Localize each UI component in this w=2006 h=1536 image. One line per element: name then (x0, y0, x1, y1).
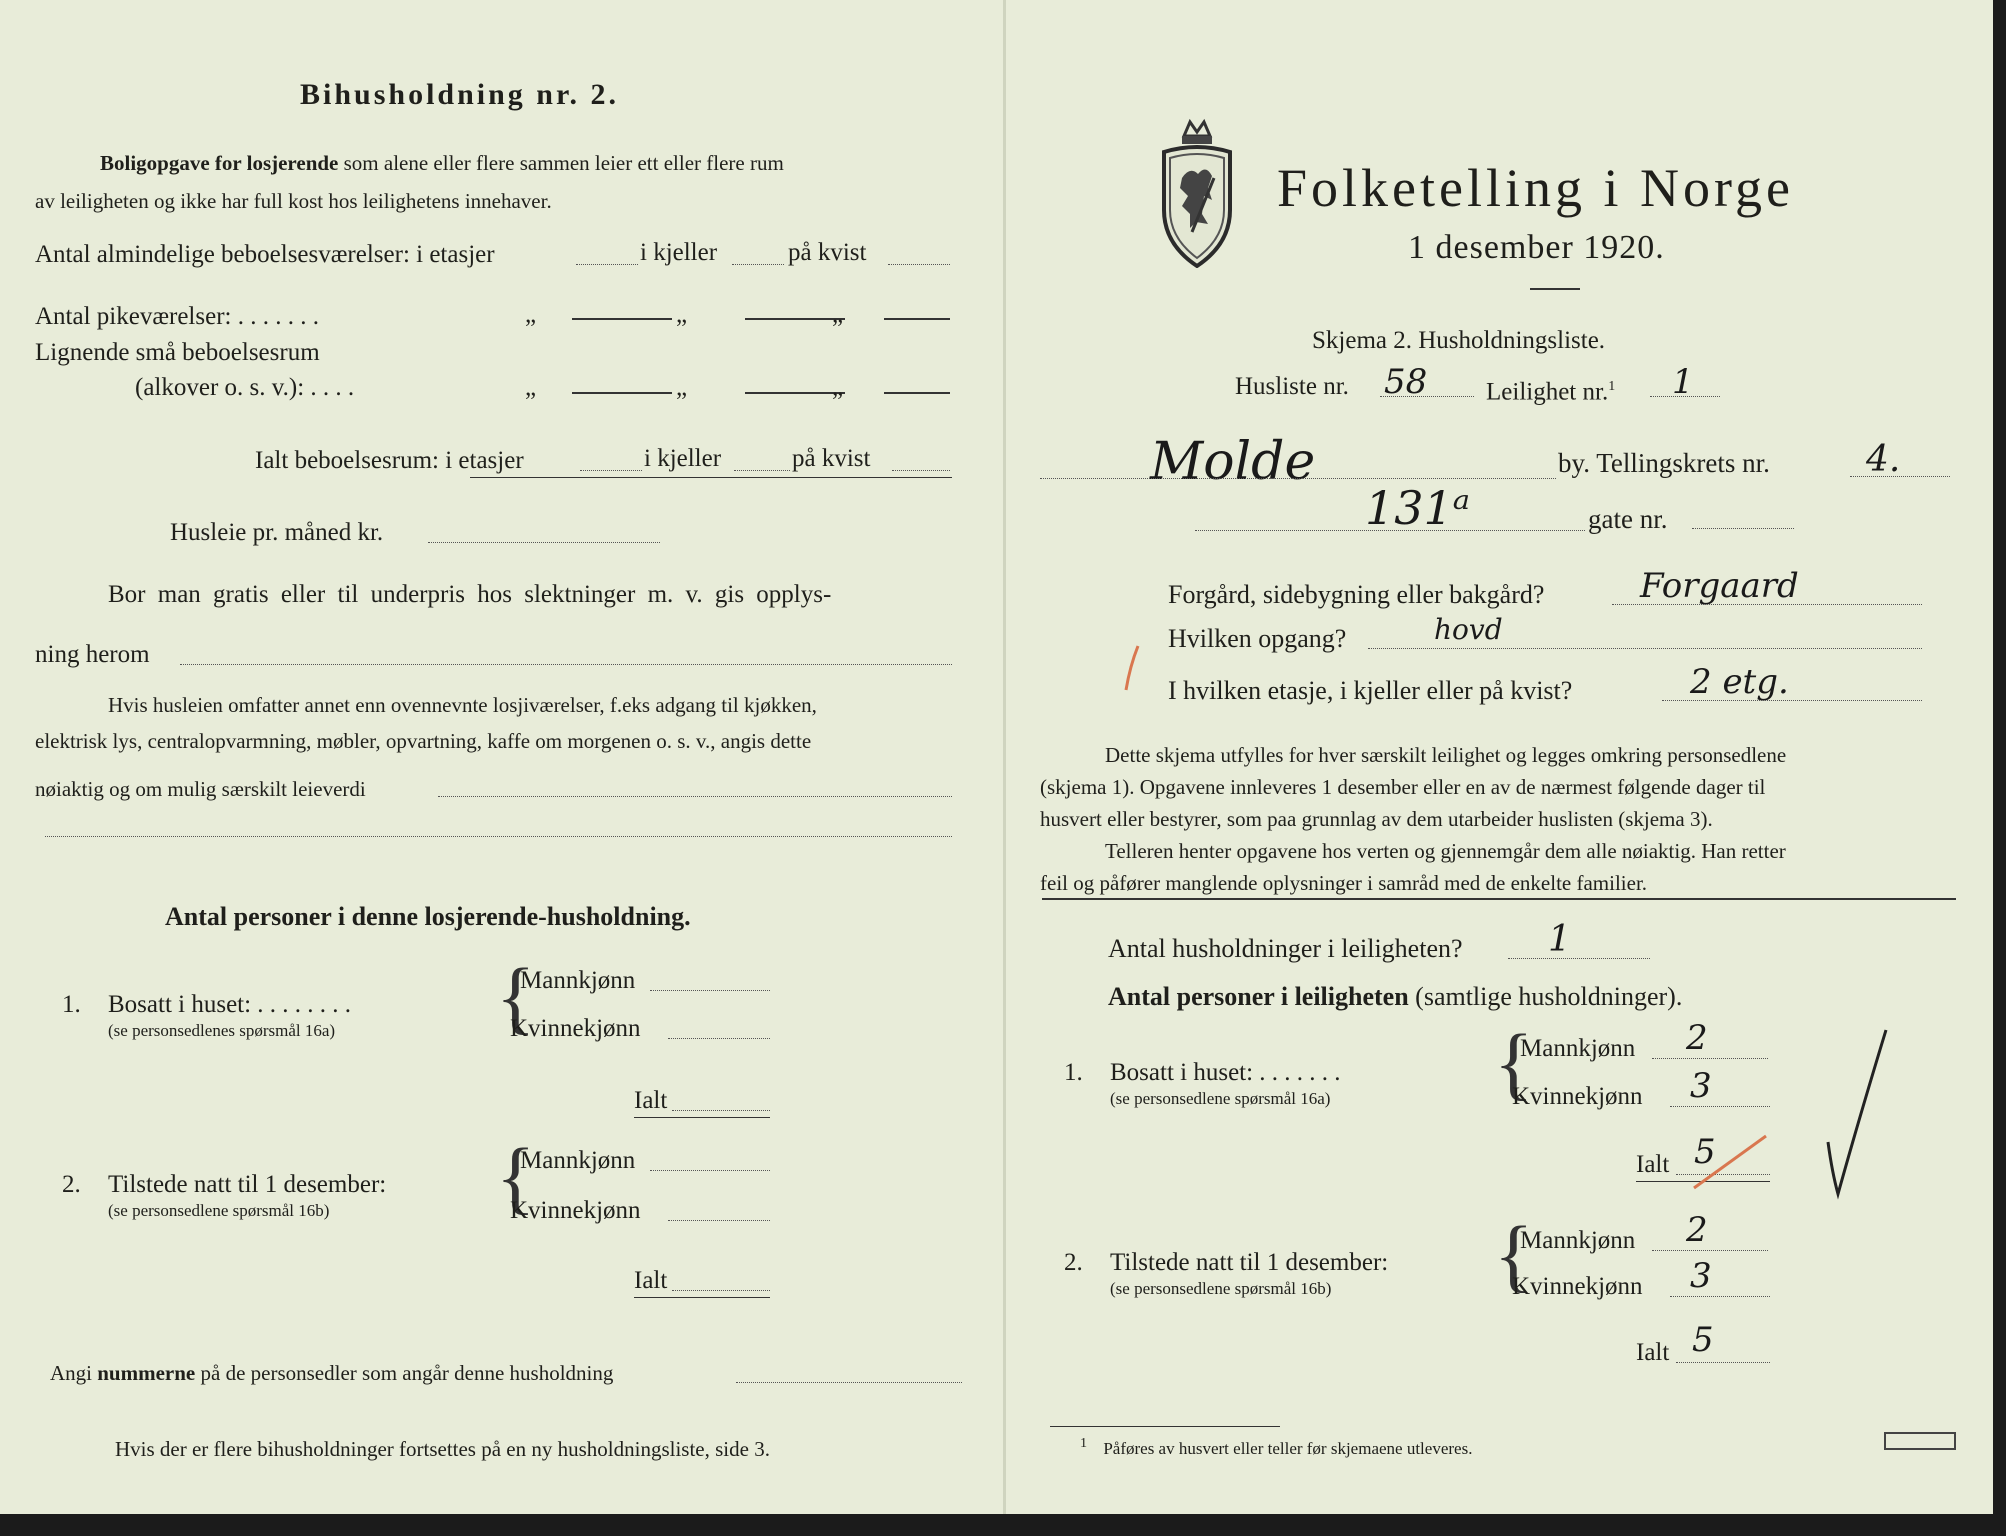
krets-value: 4. (1866, 439, 1901, 480)
leieverdi-field-2[interactable] (45, 836, 952, 837)
right-q2-kvinne-label: Kvinnekjønn (1512, 1273, 1643, 1300)
pike-ditto-2: „ (676, 301, 688, 328)
gratis-field[interactable] (180, 664, 952, 665)
angi-rest: på de personsedler som angår denne husholdning (195, 1361, 614, 1385)
gratis-line-1: Bor man gratis eller til underpris hos slektninger m. v. gis opplys- (108, 581, 832, 608)
scan-edge-right (1993, 0, 2006, 1536)
rooms-kjeller-label: i kjeller (640, 239, 718, 266)
info-line-3: husvert eller bestyrer, som paa grunnlag av dem utarbeider huslisten (skjema 3). (1040, 807, 1713, 831)
intro-rest: som alene eller flere sammen leier ett eller flere rum (343, 151, 784, 175)
husliste-label: Husliste nr. (1235, 373, 1349, 400)
left-q1-mann-label: Mannkjønn (520, 967, 636, 994)
angi-line (50, 1360, 613, 1386)
husliste-field[interactable] (1380, 396, 1474, 397)
ialt-underline (470, 477, 952, 478)
angi-prefix: Angi (50, 1361, 98, 1385)
right-q2-kvinne-value: 3 (1690, 1256, 1712, 1296)
right-q2-kvinne-field[interactable] (1670, 1296, 1770, 1297)
rooms-kvist-label: på kvist (788, 239, 867, 266)
left-q2-ialt-underline (634, 1297, 770, 1298)
left-q1-ialt-label: Ialt (634, 1087, 668, 1114)
right-q2-mann-field[interactable] (1652, 1250, 1768, 1251)
hush-field[interactable] (1508, 958, 1650, 959)
ialt-kjeller-label: i kjeller (644, 445, 722, 472)
forgaard-value: Forgaard (1640, 566, 1799, 606)
left-q1-sub: (se personsedlenes spørsmål 16a) (108, 1021, 336, 1040)
left-q2-num: 2. (62, 1171, 81, 1198)
lign-ditto-3: „ (832, 374, 844, 401)
husleien-line-1: Hvis husleien omfatter annet enn ovennevnte losjiværelser, f.eks adgang til kjøkken, (108, 693, 817, 717)
opgang-field[interactable] (1368, 648, 1922, 649)
info-line-2: (skjema 1). Opgavene innleveres 1 desember eller en av de nærmest følgende dager til (1040, 775, 1766, 799)
right-title: Folketelling i Norge (1277, 158, 1794, 218)
ialt-kjeller-field[interactable] (734, 470, 790, 471)
right-q1-mann-field[interactable] (1652, 1058, 1768, 1059)
lign-ditto-2: „ (676, 374, 688, 401)
leilighet-value: 1 (1672, 362, 1694, 402)
lignende-label-2: (alkover o. s. v.): . . . . (135, 374, 355, 401)
left-q2-kvinne-label: Kvinnekjønn (510, 1197, 641, 1224)
pike-etasjer-field[interactable] (572, 318, 672, 320)
rooms-kjeller-field[interactable] (732, 264, 784, 265)
date-rule (1530, 288, 1580, 290)
left-q1-label: Bosatt i huset: . . . . . . . . (108, 991, 352, 1018)
opgang-label: Hvilken opgang? (1168, 624, 1347, 653)
left-q1-ialt-underline (634, 1117, 770, 1118)
left-q1-mann-field[interactable] (650, 990, 770, 991)
right-persons-bold: Antal personer i leiligheten (1108, 982, 1409, 1011)
ialt-kvist-field[interactable] (892, 470, 950, 471)
pike-ditto-3: „ (832, 301, 844, 328)
right-q1-ialt-value: 5 (1694, 1132, 1716, 1172)
right-q2-mann-value: 2 (1686, 1210, 1708, 1250)
right-q2-sub: (se personsedlene spørsmål 16b) (1110, 1279, 1332, 1298)
left-q1-brace: { (496, 951, 536, 1042)
rooms-etasjer-field[interactable] (576, 264, 638, 265)
right-q1-brace: { (1494, 1017, 1534, 1108)
footnote-text: Påføres av husvert eller teller før skjemaene utleveres. (1103, 1438, 1473, 1458)
left-persons-heading: Antal personer i denne losjerende-husholdning. (165, 902, 691, 931)
right-q1-label: Bosatt i huset: . . . . . . . (1110, 1059, 1341, 1086)
left-q2-label: Tilstede natt til 1 desember: (108, 1171, 387, 1198)
angi-bold: nummerne (97, 1361, 196, 1385)
right-q1-kvinne-label: Kvinnekjønn (1512, 1083, 1643, 1110)
left-q2-ialt-label: Ialt (634, 1267, 668, 1294)
intro-line-1 (100, 150, 784, 176)
red-pencil-mark-icon (1120, 642, 1144, 694)
pike-label: Antal pikeværelser: . . . . . . . (35, 303, 319, 330)
left-q2-mann-field[interactable] (650, 1170, 770, 1171)
right-q1-mann-label: Mannkjønn (1520, 1035, 1636, 1062)
right-date: 1 desember 1920. (1408, 229, 1665, 266)
right-persons-heading (1108, 982, 1682, 1012)
right-q2-num: 2. (1064, 1249, 1083, 1276)
gate-name-field[interactable] (1195, 530, 1585, 531)
left-q1-kvinne-field[interactable] (668, 1038, 770, 1039)
hush-value: 1 (1548, 919, 1571, 960)
right-q2-ialt-field[interactable] (1676, 1362, 1770, 1363)
left-q1-ialt-field[interactable] (672, 1110, 770, 1111)
gratis-line-2: ning herom (35, 641, 150, 668)
husleie-label: Husleie pr. måned kr. (170, 519, 384, 546)
left-q2-kvinne-field[interactable] (668, 1220, 770, 1221)
left-q1-num: 1. (62, 991, 81, 1018)
leilighet-label (1486, 372, 1615, 407)
leilighet-footnote-mark: 1 (1608, 379, 1616, 394)
lign-etasjer-field[interactable] (572, 392, 672, 394)
by-krets-label: by. Tellingskrets nr. (1558, 448, 1770, 478)
info-line-5: feil og påfører manglende oplysninger i samråd med de enkelte familier. (1040, 871, 1648, 895)
gate-value: 131ᵃ (1365, 481, 1471, 535)
etasje-field[interactable] (1662, 700, 1922, 701)
pike-kjeller-field[interactable] (745, 318, 845, 320)
leilighet-text: Leilighet nr. (1486, 378, 1609, 406)
right-q1-mann-value: 2 (1686, 1018, 1708, 1058)
leieverdi-field[interactable] (438, 796, 952, 797)
left-q2-brace: { (496, 1131, 536, 1222)
forgaard-label: Forgård, sidebygning eller bakgård? (1168, 580, 1545, 609)
left-footer: Hvis der er flere bihusholdninger fortsettes på en ny husholdningsliste, side 3. (115, 1437, 770, 1461)
gate-nr-field[interactable] (1692, 528, 1794, 529)
husleien-line-2: elektrisk lys, centralopvarmning, møbler, opvartning, kaffe om morgenen o. s. v., angis dette (35, 729, 812, 753)
scan-edge-bottom (0, 1514, 2006, 1536)
left-title: Bihusholdning nr. 2. (300, 78, 620, 111)
ialt-etasjer-field[interactable] (580, 470, 642, 471)
footnote-mark: 1 (1080, 1435, 1088, 1451)
hush-label: Antal husholdninger i leiligheten? (1108, 934, 1463, 963)
etasje-label: I hvilken etasje, i kjeller eller på kvist? (1168, 676, 1573, 705)
left-q2-sub: (se personsedlene spørsmål 16b) (108, 1201, 330, 1220)
intro-bold: Boligopgave for losjerende (100, 151, 339, 175)
right-q2-ialt-label: Ialt (1636, 1339, 1670, 1366)
lign-ditto-1: „ (525, 374, 537, 401)
right-q1-kvinne-value: 3 (1690, 1066, 1712, 1106)
right-q2-mann-label: Mannkjønn (1520, 1227, 1636, 1254)
angi-field[interactable] (736, 1382, 962, 1383)
gate-label: gate nr. (1588, 504, 1668, 534)
city-value: Molde (1150, 432, 1316, 492)
left-q2-ialt-field[interactable] (672, 1290, 770, 1291)
left-q2-mann-label: Mannkjønn (520, 1147, 636, 1174)
info-line-4: Telleren henter opgavene hos verten og gjennemgår dem alle nøiaktig. Han retter (1105, 839, 1786, 863)
rooms-label: Antal almindelige beboelsesværelser: i etasjer (35, 241, 495, 268)
red-check-mark-icon (1690, 1132, 1770, 1192)
right-q1-num: 1. (1064, 1059, 1083, 1086)
right-q1-kvinne-field[interactable] (1670, 1106, 1770, 1107)
right-q2-ialt-value: 5 (1692, 1320, 1714, 1360)
info-rule (1042, 898, 1956, 900)
husleie-field[interactable] (428, 542, 660, 543)
norway-coat-of-arms-icon (1156, 118, 1238, 268)
opgang-value: hovd (1434, 613, 1503, 646)
right-q2-label: Tilstede natt til 1 desember: (1110, 1249, 1389, 1276)
schema-label: Skjema 2. Husholdningsliste. (1312, 327, 1606, 354)
etasje-value: 2 etg. (1690, 662, 1789, 702)
page-fold (1003, 0, 1006, 1536)
lign-kjeller-field[interactable] (745, 392, 845, 394)
right-q1-sub: (se personsedlene spørsmål 16a) (1110, 1089, 1331, 1108)
city-field[interactable] (1040, 478, 1556, 479)
check-tick-icon (1822, 1022, 1892, 1202)
info-line-1: Dette skjema utfylles for hver særskilt leilighet og legges omkring personsedlene (1105, 743, 1787, 767)
krets-field[interactable] (1850, 476, 1950, 477)
husleien-line-3: nøiaktig og om mulig særskilt leieverdi (35, 777, 366, 801)
ialt-rooms-label: Ialt beboelsesrum: i etasjer (255, 447, 524, 474)
footnote (1080, 1432, 1472, 1460)
rooms-kvist-field[interactable] (888, 264, 950, 265)
pike-kvist-field[interactable] (884, 318, 950, 320)
right-persons-rest: (samtlige husholdninger). (1415, 982, 1683, 1011)
ialt-kvist-label: på kvist (792, 445, 871, 472)
right-q1-ialt-label: Ialt (1636, 1151, 1670, 1178)
leilighet-field[interactable] (1650, 396, 1720, 397)
husliste-value: 58 (1384, 362, 1428, 402)
printer-stamp (1884, 1432, 1956, 1450)
lign-kvist-field[interactable] (884, 392, 950, 394)
forgaard-field[interactable] (1612, 604, 1922, 605)
pike-ditto-1: „ (525, 301, 537, 328)
left-q1-kvinne-label: Kvinnekjønn (510, 1015, 641, 1042)
footnote-rule (1050, 1426, 1280, 1427)
lignende-label-1: Lignende små beboelsesrum (35, 339, 320, 366)
right-q2-brace: { (1494, 1209, 1534, 1300)
intro-line-2: av leiligheten og ikke har full kost hos leilighetens innehaver. (35, 189, 552, 213)
